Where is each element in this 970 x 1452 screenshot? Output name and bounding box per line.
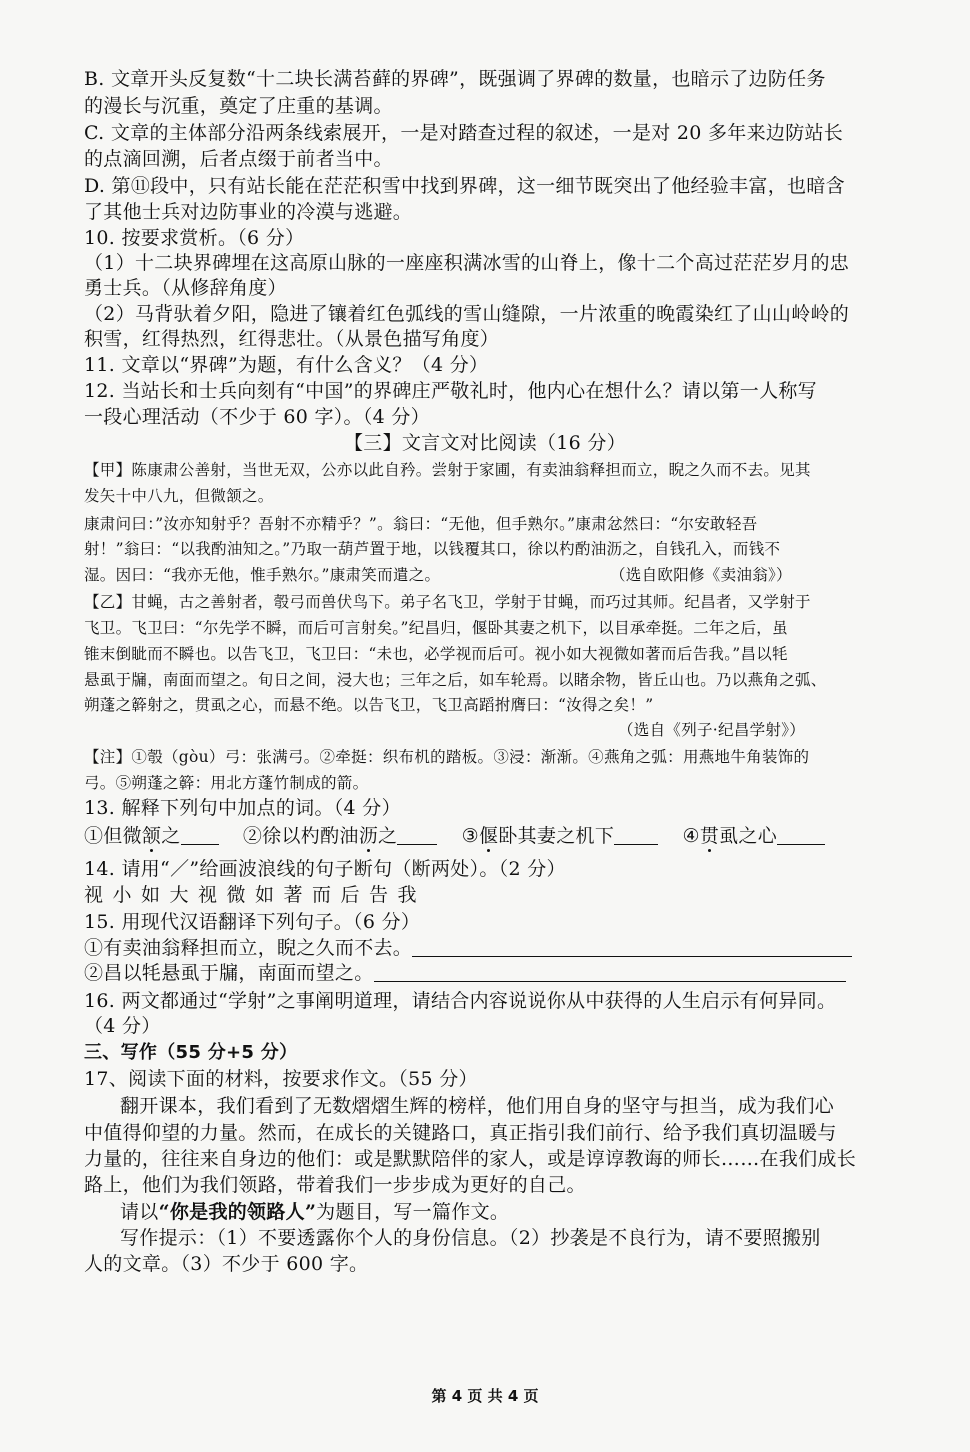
passage-b-line3: 锥末倒眦而不瞬也。以告飞卫，飞卫曰：“未也，必学视而后可。视小如大视微如著而后告我。”昌以牦 <box>84 645 788 663</box>
q13-item3: ③偃卧其妻之机下 <box>461 825 615 847</box>
q11-question: 11. 文章以“界碑”为题，有什么含义？（4 分） <box>84 354 489 376</box>
essay-prompt: 请以“你是我的领路人”为题目，写一篇作文。 <box>120 1201 510 1223</box>
passage-a-line3: 康肃问曰：”汝亦知射乎？吾射不亦精乎？”。翁曰：“无他，但手熟尔。”康肃忿然曰：“尔安敢轻吾 <box>84 515 758 533</box>
q9-option-b-line1: B. 文章开头反复数“十二块长满苔藓的界碑”，既强调了界碑的数量，也暗示了边防任务 <box>84 68 826 90</box>
passage-a-line1: 【甲】陈康肃公善射，当世无双，公亦以此自矜。尝射于家圃，有卖油翁释担而立，睨之久而不去。见其 <box>84 461 811 479</box>
writing-tips-line2: 人的文章。（3）不少于 600 字。 <box>84 1253 369 1275</box>
passage-b-line5: 朔蓬之簳射之，贯虱之心，而悬不绝。以告飞卫，飞卫高蹈拊膺曰：“汝得之矣！” <box>84 696 654 714</box>
notes-line2: 弓。⑤朔蓬之簳：用北方蓬竹制成的箭。 <box>84 774 369 792</box>
q14-char: 小 <box>112 884 132 906</box>
q13-item2: ②徐以杓酌油沥之 <box>242 825 398 847</box>
q10-sentence2-line1: （2）马背驮着夕阳，隐进了镶着红色弧线的雪山缝隙，一片浓重的晚霞染红了山山岭岭的 <box>84 303 850 325</box>
q10-sentence1-line2: 勇士兵。（从修辞角度） <box>84 277 287 299</box>
q9-option-b-line2: 的漫长与沉重，奠定了庄重的基调。 <box>84 95 393 117</box>
q14-char: 我 <box>397 884 417 906</box>
q14-sentence[interactable] <box>84 882 426 908</box>
q14-char: 微 <box>226 884 246 906</box>
q14-heading: 14. 请用“／”给画波浪线的句子断句（断两处）。（2 分） <box>84 858 566 880</box>
q14-char: 大 <box>169 884 189 906</box>
material-line2: 中值得仰望的力量。然而，在成长的关键路口，真正指引我们前行、给予我们真切温暖与 <box>84 1122 837 1144</box>
notes-line1: 【注】①彀（gòu）弓：张满弓。②牵挺：织布机的踏板。③浸：渐渐。④燕角之弧：用燕地牛角装饰的 <box>84 748 810 766</box>
material-line3: 力量的，往往来自身边的他们：或是默默陪伴的家人，或是谆谆教诲的师长……在我们成长 <box>84 1148 857 1170</box>
passage-a-source: （选自欧阳修《卖油翁》） <box>610 566 792 584</box>
q15-answer2-line[interactable] <box>374 961 846 982</box>
passage-b-line2: 飞卫。飞卫曰：“尔先学不瞬，而后可言射矣。”纪昌归，偃卧其妻之机下，以目承牵挺。二年之后，虽 <box>84 619 788 637</box>
q13-answer4-blank[interactable] <box>777 824 825 845</box>
q14-char: 后 <box>340 884 360 906</box>
q10-heading: 10. 按要求赏析。（6 分） <box>84 227 305 249</box>
q10-sentence2-line2: 积雪，红得热烈，红得悲壮。（从景色描写角度） <box>84 328 500 350</box>
material-line4: 路上，他们为我们领路，带着我们一步步成为更好的自己。 <box>84 1174 586 1196</box>
q10-sentence1-line1: （1）十二块界碑埋在这高原山脉的一座座积满冰雪的山脊上，像十二个高过茫茫岁月的忠 <box>84 252 850 274</box>
page-number: 第 4 页 共 4 页 <box>431 1387 539 1405</box>
q14-char: 著 <box>283 884 303 906</box>
passage-b-source: （选自《列子·纪昌学射》） <box>618 721 806 739</box>
q12-line1: 12. 当站长和士兵向刻有“中国”的界碑庄严敬礼时，他内心在想什么？请以第一人称写 <box>84 380 817 402</box>
q14-char: 告 <box>369 884 389 906</box>
q16-line1: 16. 两文都通过“学射”之事阐明道理，请结合内容说说你从中获得的人生启示有何异同。 <box>84 990 837 1012</box>
passage-b-line1: 【乙】甘蝇，古之善射者，彀弓而兽伏鸟下。弟子名飞卫，学射于甘蝇，而巧过其师。纪昌者，又学射于 <box>84 593 811 611</box>
q14-char: 视 <box>198 884 218 906</box>
writing-tips-line1: 写作提示：（1）不要透露你个人的身份信息。（2）抄袭是不良行为，请不要照搬别 <box>120 1227 821 1249</box>
q9-option-c-line1: C. 文章的主体部分沿两条线索展开，一是对踏查过程的叙述，一是对 20 多年来边防站长 <box>84 122 844 144</box>
q13-answer2-blank[interactable] <box>397 824 437 845</box>
q15-sentence2: ②昌以牦悬虱于牖，南面而望之。 <box>84 960 846 986</box>
q9-option-d-line1: D. 第⑪段中，只有站长能在茫茫积雪中找到界碑，这一细节既突出了他经验丰富，也暗含 <box>84 175 845 197</box>
passage-a-line4: 射！”翁曰：“以我酌油知之。”乃取一葫芦置于地，以钱覆其口，徐以杓酌油沥之，自钱孔入，而钱不 <box>84 540 781 558</box>
q14-char: 如 <box>255 884 275 906</box>
passage-a-line5: 湿。因曰：“我亦无他，惟手熟尔。”康肃笑而遣之。 <box>84 566 441 584</box>
q13-item4: ④贯虱之心 <box>682 825 778 847</box>
passage-a-line2: 发矢十中八九，但微颔之。 <box>84 487 274 505</box>
q9-option-d-line2: 了其他士兵对边防事业的冷漠与逃避。 <box>84 201 413 223</box>
q15-answer1-line[interactable] <box>412 936 852 957</box>
q13-item1: ①但微颔之 <box>84 825 181 847</box>
q13-answer3-blank[interactable] <box>614 824 658 845</box>
q9-option-c-line2: 的点滴回溯，后者点缀于前者当中。 <box>84 148 393 170</box>
q14-char: 而 <box>312 884 332 906</box>
q14-char: 如 <box>141 884 161 906</box>
q16-line2: （4 分） <box>84 1015 161 1037</box>
q13-heading: 13. 解释下列句中加点的词。（4 分） <box>84 797 401 819</box>
writing-section-title: 三、写作（55 分+5 分） <box>84 1042 298 1063</box>
q13-items <box>84 823 825 849</box>
q17-heading: 17、阅读下面的材料，按要求作文。（55 分） <box>84 1068 478 1090</box>
section3-title: 【三】文言文对比阅读（16 分） <box>343 432 627 454</box>
q15-heading: 15. 用现代汉语翻译下列句子。（6 分） <box>84 911 421 933</box>
q12-line2: 一段心理活动（不少于 60 字）。（4 分） <box>84 406 430 428</box>
q15-sentence1: ①有卖油翁释担而立，睨之久而不去。 <box>84 935 852 961</box>
passage-b-line4: 悬虱于牖，南面而望之。旬日之间，浸大也；三年之后，如车轮焉。以睹余物，皆丘山也。乃以燕角之弧、 <box>84 671 827 689</box>
q14-char: 视 <box>84 884 104 906</box>
q13-answer1-blank[interactable] <box>181 824 219 845</box>
essay-title: “你是我的领路人” <box>158 1201 317 1223</box>
material-line1: 翻开课本，我们看到了无数熠熠生辉的榜样，他们用自身的坚守与担当，成为我们心 <box>120 1095 835 1117</box>
